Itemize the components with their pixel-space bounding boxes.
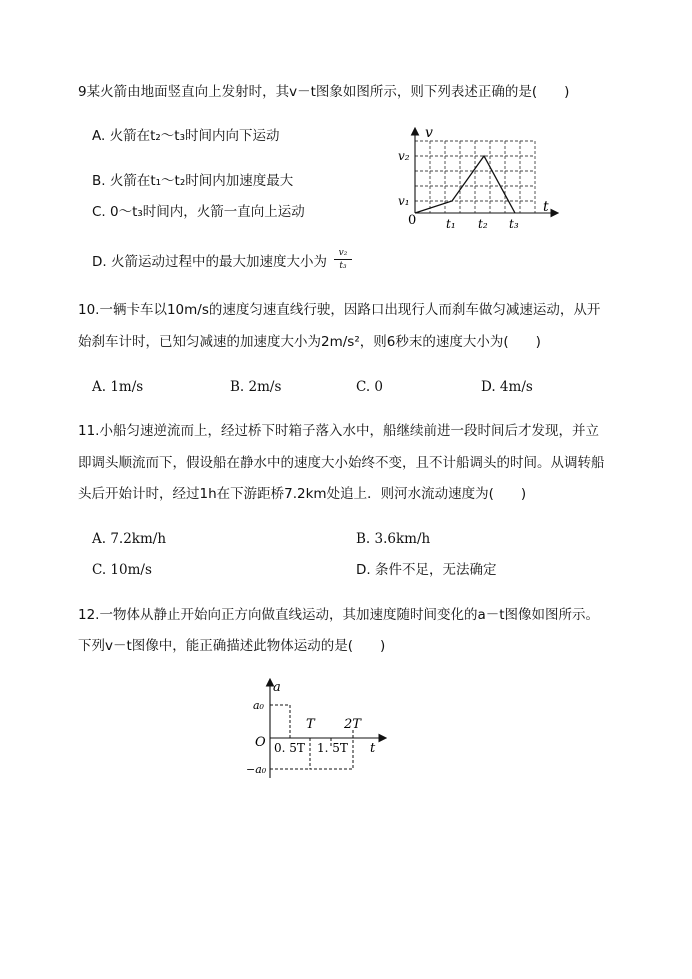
q10-stem-line2: 始刹车计时，已知匀减速的加速度大小为2m/s²，则6秒末的速度大小为( ) bbox=[78, 334, 541, 350]
q9-option-d-fraction bbox=[334, 248, 352, 271]
q10-stem-line1: 10.一辆卡车以10m/s的速度匀速直线行驶，因路口出现行人而刹车做匀减速运动，从开 bbox=[78, 302, 601, 318]
t3-label: t₃ bbox=[509, 217, 519, 231]
T-label: T bbox=[306, 717, 315, 732]
q11-option-a[interactable]: A. 7.2km/h bbox=[92, 531, 167, 547]
v-axis-label: v bbox=[425, 125, 433, 141]
q10-option-d[interactable]: D. 4m/s bbox=[481, 379, 533, 395]
q9-vt-graph bbox=[395, 125, 565, 235]
q10-option-c[interactable]: C. 0 bbox=[356, 379, 384, 395]
q10-option-a[interactable]: A. 1m/s bbox=[92, 379, 144, 395]
q12-stem-line1: 12.一物体从静止开始向正方向做直线运动，其加速度随时间变化的a－t图像如图所示。 bbox=[78, 607, 600, 623]
q11-stem-line2: 即调头顺流而下，假设船在静水中的速度大小始终不变，且不计船调头的时间。从调转船 bbox=[78, 455, 605, 471]
t-axis-label: t bbox=[370, 741, 376, 756]
q12-at-graph bbox=[240, 678, 390, 788]
v1-label: v₁ bbox=[398, 194, 410, 208]
graph-grid bbox=[415, 141, 535, 213]
fraction-bar bbox=[334, 259, 352, 260]
q10-option-b[interactable]: B. 2m/s bbox=[230, 379, 282, 395]
q9-stem: 9某火箭由地面竖直向上发射时，其v－t图象如图所示，则下列表述正确的是( ) bbox=[78, 84, 570, 100]
q11-option-b[interactable]: B. 3.6km/h bbox=[356, 531, 431, 547]
0.5T-label: 0. 5T bbox=[274, 741, 305, 755]
q9-option-d[interactable]: D. 火箭运动过程中的最大加速度大小为 bbox=[92, 254, 327, 270]
1.5T-label: 1. 5T bbox=[317, 741, 348, 755]
q11-option-d[interactable]: D. 条件不足，无法确定 bbox=[356, 562, 497, 578]
q9-option-a[interactable]: A. 火箭在t₂～t₃时间内向下运动 bbox=[92, 128, 280, 144]
a-axis-label: a bbox=[273, 680, 281, 695]
q11-stem-line1: 11.小船匀速逆流而上，经过桥下时箱子落入水中，船继续前进一段时间后才发现，并立 bbox=[78, 423, 599, 439]
origin-label: O bbox=[255, 735, 266, 750]
a0-label: a₀ bbox=[253, 699, 264, 712]
q12-stem-line2: 下列v－t图像中，能正确描述此物体运动的是( ) bbox=[78, 638, 386, 654]
v2-label: v₂ bbox=[398, 149, 410, 163]
q9-option-b[interactable]: B. 火箭在t₁～t₂时间内加速度最大 bbox=[92, 173, 294, 189]
q11-option-c[interactable]: C. 10m/s bbox=[92, 562, 152, 578]
2T-label: 2T bbox=[344, 717, 361, 732]
t2-label: t₂ bbox=[478, 217, 488, 231]
neg-a0-label: −a₀ bbox=[246, 763, 267, 776]
fraction-denominator: t₃ bbox=[339, 261, 347, 271]
q9-option-c[interactable]: C. 0～t₃时间内，火箭一直向上运动 bbox=[92, 204, 305, 220]
t-axis-label: t bbox=[543, 199, 549, 215]
t1-label: t₁ bbox=[446, 217, 456, 231]
fraction-numerator: v₂ bbox=[338, 248, 348, 258]
velocity-curve bbox=[415, 156, 515, 213]
q11-stem-line3: 头后开始计时，经过1h在下游距桥7.2km处追上．则河水流动速度为( ) bbox=[78, 486, 527, 502]
acceleration-segments bbox=[270, 705, 353, 769]
origin-label: 0 bbox=[408, 213, 417, 228]
